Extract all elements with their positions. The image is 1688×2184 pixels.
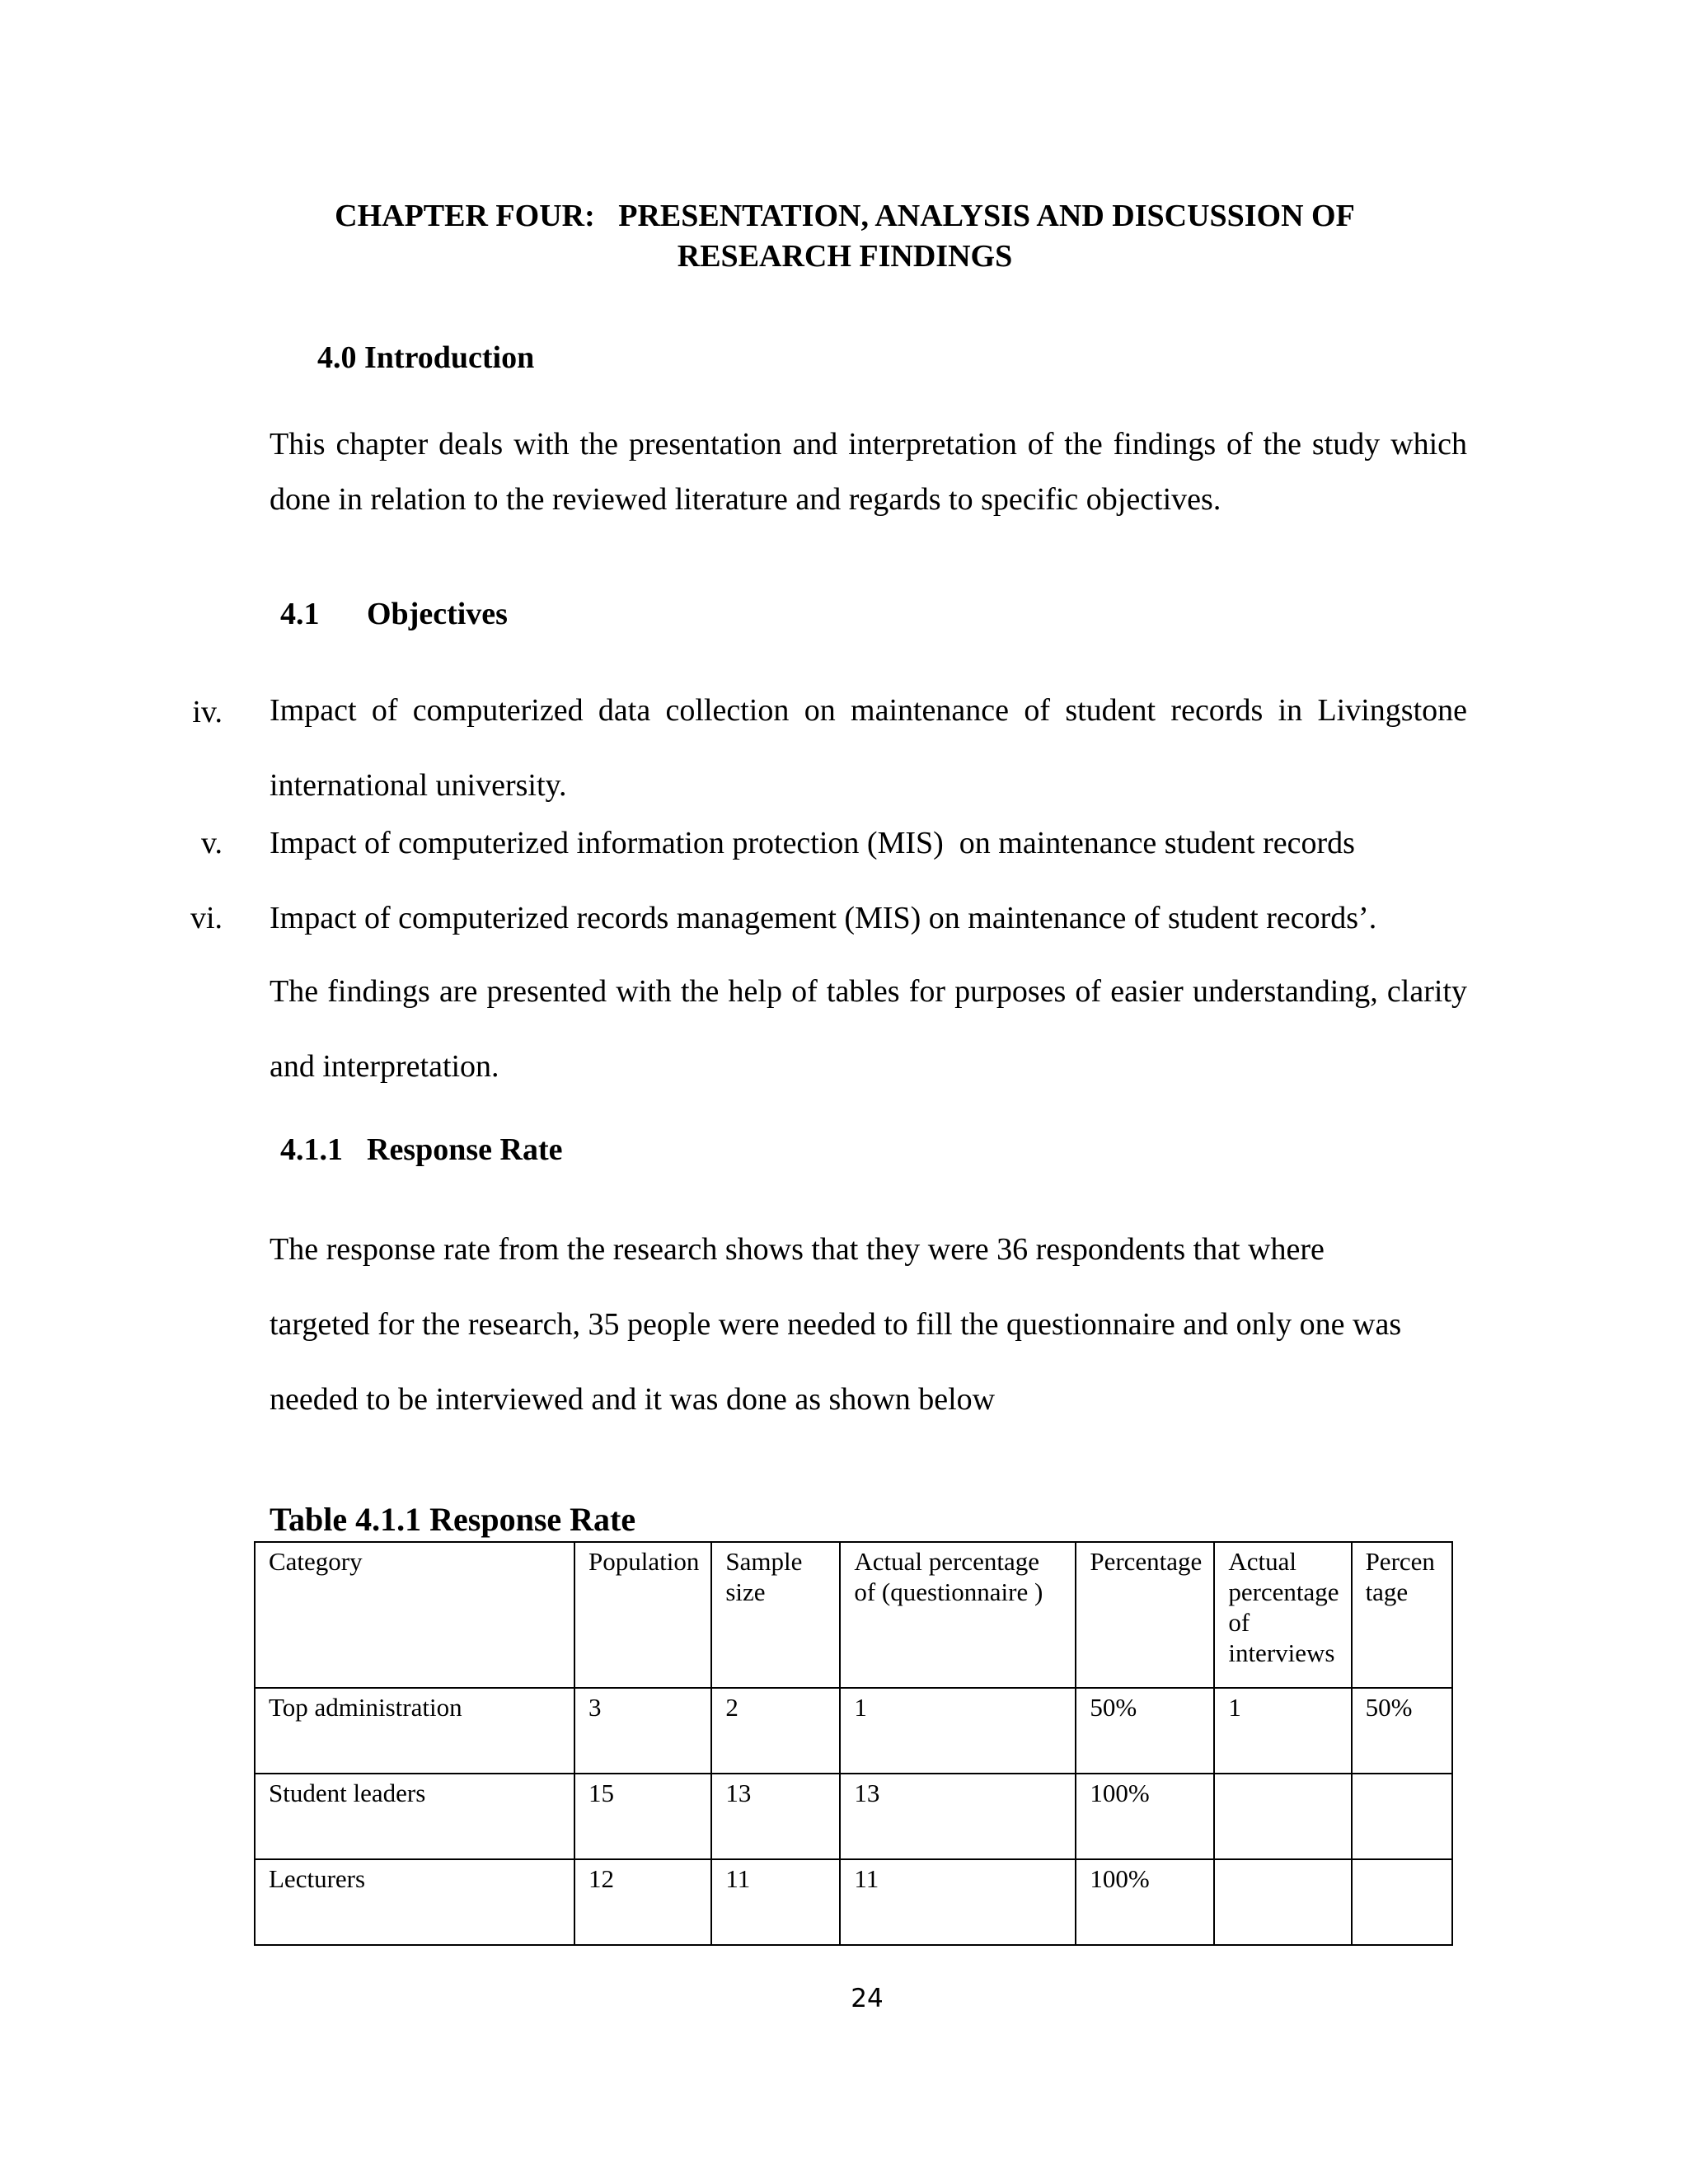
objectives-section-number: 4.1 xyxy=(280,597,320,631)
table-cell: 13 xyxy=(711,1774,840,1859)
table-cell: 15 xyxy=(574,1774,711,1859)
table-cell xyxy=(1352,1774,1452,1859)
column-header-category: Category xyxy=(255,1542,574,1688)
table-cell: 11 xyxy=(840,1859,1076,1945)
table-cell: 11 xyxy=(711,1859,840,1945)
table-cell: 100% xyxy=(1076,1859,1214,1945)
objectives-heading: Objectives xyxy=(367,597,508,631)
table-cell: Student leaders xyxy=(255,1774,574,1859)
findings-paragraph: The findings are presented with the help of tables for purposes of easier understanding, clarity and interpretation. xyxy=(270,974,1467,1084)
objective-marker: v. xyxy=(200,826,223,860)
response-rate-table xyxy=(254,1541,1453,1946)
page-number: 24 xyxy=(851,1984,884,2013)
chapter-title-line-2: RESEARCH FINDINGS xyxy=(677,239,1013,274)
table-cell: 1 xyxy=(840,1688,1076,1774)
table-caption: Table 4.1.1 Response Rate xyxy=(270,1501,636,1538)
table-cell: 12 xyxy=(574,1859,711,1945)
table-row xyxy=(255,1859,1452,1945)
response-rate-line: targeted for the research, 35 people were needed to fill the questionnaire and only one was xyxy=(270,1307,1402,1342)
table-cell: 50% xyxy=(1076,1688,1214,1774)
objective-marker: vi. xyxy=(190,901,223,935)
column-header-actual-percentage-questionnaire: Actual percentage of (questionnaire ) xyxy=(840,1542,1076,1688)
table-cell: 1 xyxy=(1214,1688,1351,1774)
table-cell: Top administration xyxy=(255,1688,574,1774)
column-header-percentage-2: Percen tage xyxy=(1352,1542,1452,1688)
table-cell: 13 xyxy=(840,1774,1076,1859)
response-rate-section-number: 4.1.1 xyxy=(280,1132,343,1167)
objective-item-text: Impact of computerized information protection (MIS) on maintenance student records xyxy=(270,826,1355,860)
table-cell: Lecturers xyxy=(255,1859,574,1945)
table-row xyxy=(255,1688,1452,1774)
objective-item-text: Impact of computerized data collection on maintenance of student records in Livingstone international university. xyxy=(270,693,1467,803)
column-header-sample-size: Sample size xyxy=(711,1542,840,1688)
table-cell: 50% xyxy=(1352,1688,1452,1774)
table-cell: 2 xyxy=(711,1688,840,1774)
column-header-population: Population xyxy=(574,1542,711,1688)
table-cell xyxy=(1214,1859,1351,1945)
table-header-row xyxy=(255,1542,1452,1688)
objective-marker: iv. xyxy=(192,695,223,729)
column-header-actual-percentage-interviews: Actual percentage of interviews xyxy=(1214,1542,1351,1688)
chapter-title xyxy=(198,196,1492,277)
response-rate-paragraph xyxy=(270,1212,1467,1437)
column-header-percentage: Percentage xyxy=(1076,1542,1214,1688)
objective-item-text: Impact of computerized records management (MIS) on maintenance of student records’. xyxy=(270,901,1377,935)
chapter-title-line-1: CHAPTER FOUR: PRESENTATION, ANALYSIS AND DISCUSSION OF xyxy=(335,199,1355,233)
table-cell xyxy=(1352,1859,1452,1945)
table-cell: 100% xyxy=(1076,1774,1214,1859)
response-rate-line: needed to be interviewed and it was done as shown below xyxy=(270,1382,996,1417)
table-row xyxy=(255,1774,1452,1859)
response-rate-heading: Response Rate xyxy=(367,1132,563,1167)
table-cell: 3 xyxy=(574,1688,711,1774)
introduction-paragraph: This chapter deals with the presentation and interpretation of the findings of the study which done in relation to the reviewed literature and regards to specific objectives. xyxy=(270,427,1467,517)
table-cell xyxy=(1214,1774,1351,1859)
introduction-heading: 4.0 Introduction xyxy=(317,340,535,375)
response-rate-line: The response rate from the research shows that they were 36 respondents that where xyxy=(270,1232,1325,1267)
